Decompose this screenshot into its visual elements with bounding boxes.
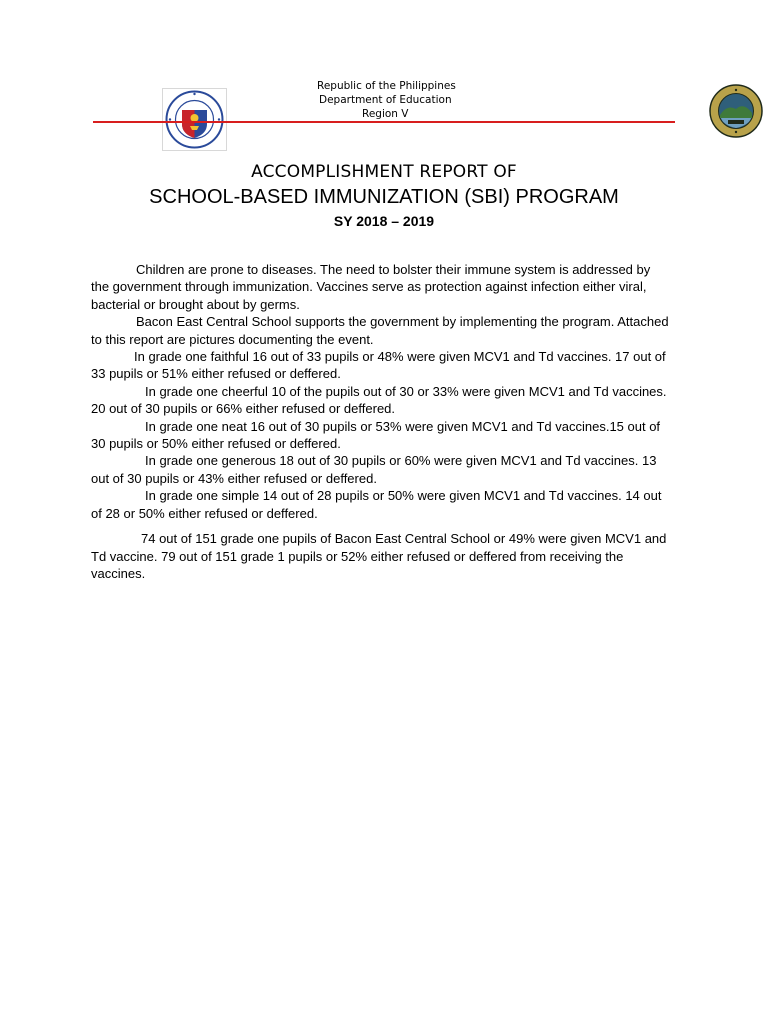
paragraph-grade-neat: In grade one neat 16 out of 30 pupils or 53% were given MCV1 and Td vaccines.15 out of 30 pupils or 50% either refused or deffered. — [91, 418, 661, 452]
school-year: SY 2018 – 2019 — [333, 213, 435, 229]
paragraph-grade-faithful: In grade one faithful 16 out of 33 pupils or 48% were given MCV1 and Td vaccines. 17 out of 33 pupils or 51% either refused or deffered. — [91, 349, 666, 382]
header-department: Department of Education — [319, 94, 452, 106]
paragraph-school-support: Bacon East Central School supports the government by implementing the program. Attached to this report are pictures documenting the event. — [91, 314, 669, 347]
header-country: Republic of the Philippines — [317, 80, 456, 92]
header-block — [280, 79, 480, 121]
header-region: Region V — [362, 108, 409, 120]
paragraph-grade-simple: In grade one simple 14 out of 28 pupils or 50% were given MCV1 and Td vaccines. 14 out of 28 or 50% either refused or deffered. — [91, 488, 662, 521]
paragraph-summary: 74 out of 151 grade one pupils of Bacon East Central School or 49% were given MCV1 and Td vaccine. 79 out of 151 grade 1 pupils or 52% either refused or deffered from receiving the vaccines. — [91, 531, 667, 581]
paragraph-grade-generous: In grade one generous 18 out of 30 pupils or 60% were given MCV1 and Td vaccines. 13 out of 30 pupils or 43% either refused or deffered. — [91, 453, 657, 486]
header-divider — [93, 121, 675, 123]
school-seal-icon — [709, 84, 763, 138]
paragraph-intro: Children are prone to diseases. The need to bolster their immune system is addressed by the government through immunization. Vaccines serve as protection against infection either viral, bacterial or brought about by germs. — [91, 262, 651, 312]
program-title: SCHOOL-BASED IMMUNIZATION (SBI) PROGRAM — [149, 186, 619, 208]
report-title: ACCOMPLISHMENT REPORT OF — [251, 162, 517, 182]
deped-seal-icon — [162, 88, 227, 151]
report-body — [91, 261, 671, 582]
paragraph-grade-cheerful: In grade one cheerful 10 of the pupils out of 30 or 33% were given MCV1 and Td vaccines. 20 out of 30 pupils or 66% either refused or deffered. — [91, 383, 667, 417]
